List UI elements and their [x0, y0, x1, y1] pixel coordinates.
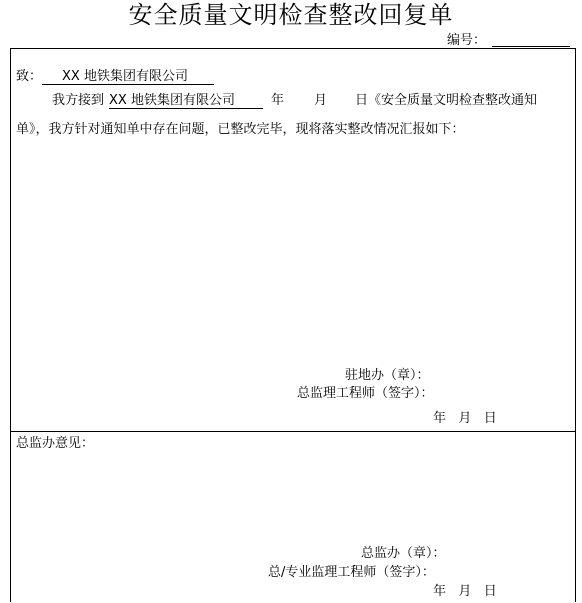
chief-office-stamp-label: 总监办（章）： — [361, 546, 446, 561]
section1-date: 年 月 日 — [433, 411, 497, 426]
serial-number-label: 编号： — [447, 33, 487, 48]
document-title: 安全质量文明检查整改回复单 — [128, 1, 454, 29]
notice-line-2: 单》，我方针对通知单中存在问题，已整改完毕，现将落实整改情况汇报如下： — [16, 122, 465, 137]
section2-date: 年 月 日 — [433, 584, 497, 599]
chief-office-opinion-label: 总监办意见： — [16, 436, 95, 451]
chief-engineer-signature-label: 总监理工程师（签字）： — [297, 386, 434, 401]
recipient-line — [16, 69, 214, 85]
notice-day-label: 日《安全质量文明检查整改通知 — [355, 93, 538, 108]
received-prefix: 我方接到 — [52, 93, 105, 108]
notice-line-1 — [52, 93, 537, 109]
resident-office-stamp-label: 驻地办（章）： — [345, 368, 430, 383]
recipient-label: 致： — [16, 69, 43, 84]
section-divider — [10, 431, 575, 432]
received-company[interactable]: XX 地铁集团有限公司 — [109, 94, 263, 109]
notice-year-label: 年 — [270, 93, 284, 108]
recipient-company[interactable]: XX 地铁集团有限公司 — [42, 70, 214, 85]
notice-month-label: 月 — [313, 93, 327, 108]
engineer-signature-label: 总/专业监理工程师（签字）： — [268, 565, 435, 580]
serial-number-field[interactable] — [492, 46, 570, 47]
